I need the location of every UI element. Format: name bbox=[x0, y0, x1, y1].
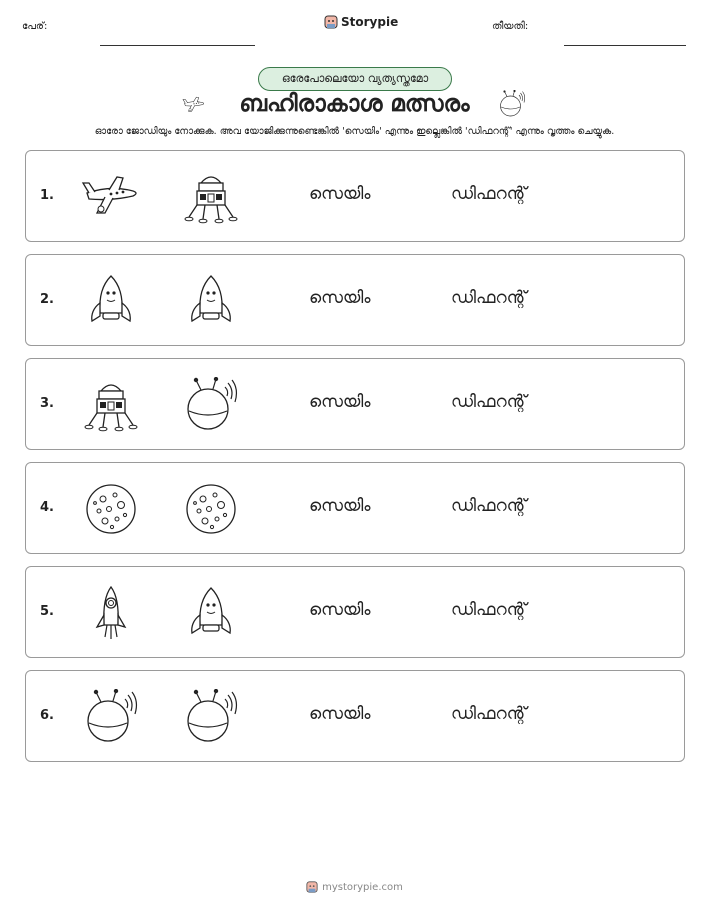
question-number: 6. bbox=[40, 708, 54, 723]
same-option[interactable]: സെയിം bbox=[309, 288, 371, 308]
question-number: 5. bbox=[40, 604, 54, 619]
question-number: 3. bbox=[40, 396, 54, 411]
subtitle-badge: ഒരേപോലെയോ വ്യത്യസ്തമോ bbox=[258, 67, 452, 91]
rocket-icon bbox=[181, 585, 241, 641]
different-option[interactable]: ഡിഫറന്റ് bbox=[451, 392, 527, 412]
brand-logo bbox=[324, 14, 398, 30]
date-line[interactable] bbox=[564, 45, 686, 46]
rocket-icon bbox=[181, 273, 241, 329]
name-label: പേര്: bbox=[22, 21, 48, 32]
same-option[interactable]: സെയിം bbox=[309, 704, 371, 724]
satellite-ball-icon bbox=[496, 90, 528, 118]
title-row bbox=[0, 90, 709, 122]
satellite-ball-icon bbox=[181, 689, 241, 745]
different-option[interactable]: ഡിഫറന്റ് bbox=[451, 704, 527, 724]
footer bbox=[0, 880, 709, 894]
question-row bbox=[25, 254, 685, 346]
question-row bbox=[25, 462, 685, 554]
instructions: ഓരോ ജോഡിയും നോക്കുക. അവ യോജിക്കുന്നുണ്ടെങ്കിൽ 'സെയിം' എന്നും ഇല്ലെങ്കിൽ 'ഡിഫറന്റ്' എന്നും വൃത്തം ചെയ്യുക. bbox=[94, 126, 615, 137]
moon-icon bbox=[181, 481, 241, 537]
slim-rocket-icon bbox=[81, 585, 141, 641]
different-option[interactable]: ഡിഫറന്റ് bbox=[451, 600, 527, 620]
rocket-icon bbox=[81, 273, 141, 329]
same-option[interactable]: സെയിം bbox=[309, 392, 371, 412]
airplane-icon bbox=[81, 169, 141, 225]
satellite-ball-icon bbox=[181, 377, 241, 433]
moon-icon bbox=[81, 481, 141, 537]
question-row bbox=[25, 150, 685, 242]
same-option[interactable]: സെയിം bbox=[309, 600, 371, 620]
brand-name: Storypie bbox=[341, 15, 399, 29]
date-label: തീയതി: bbox=[492, 21, 529, 32]
question-number: 4. bbox=[40, 500, 54, 515]
storypie-mascot-icon bbox=[306, 880, 318, 894]
question-row bbox=[25, 670, 685, 762]
different-option[interactable]: ഡിഫറന്റ് bbox=[451, 288, 527, 308]
page-title: ബഹിരാകാശ മത്സരം bbox=[239, 91, 470, 117]
same-option[interactable]: സെയിം bbox=[309, 496, 371, 516]
footer-url: mystorypie.com bbox=[322, 881, 403, 893]
question-number: 2. bbox=[40, 292, 54, 307]
different-option[interactable]: ഡിഫറന്റ് bbox=[451, 184, 527, 204]
question-list bbox=[25, 150, 685, 774]
question-number: 1. bbox=[40, 188, 54, 203]
name-line[interactable] bbox=[100, 45, 255, 46]
lunar-lander-icon bbox=[181, 169, 241, 225]
different-option[interactable]: ഡിഫറന്റ് bbox=[451, 496, 527, 516]
lunar-lander-icon bbox=[81, 377, 141, 433]
same-option[interactable]: സെയിം bbox=[309, 184, 371, 204]
question-row bbox=[25, 358, 685, 450]
satellite-ball-icon bbox=[81, 689, 141, 745]
question-row bbox=[25, 566, 685, 658]
storypie-mascot-icon bbox=[324, 14, 338, 30]
worksheet-header bbox=[0, 12, 709, 42]
